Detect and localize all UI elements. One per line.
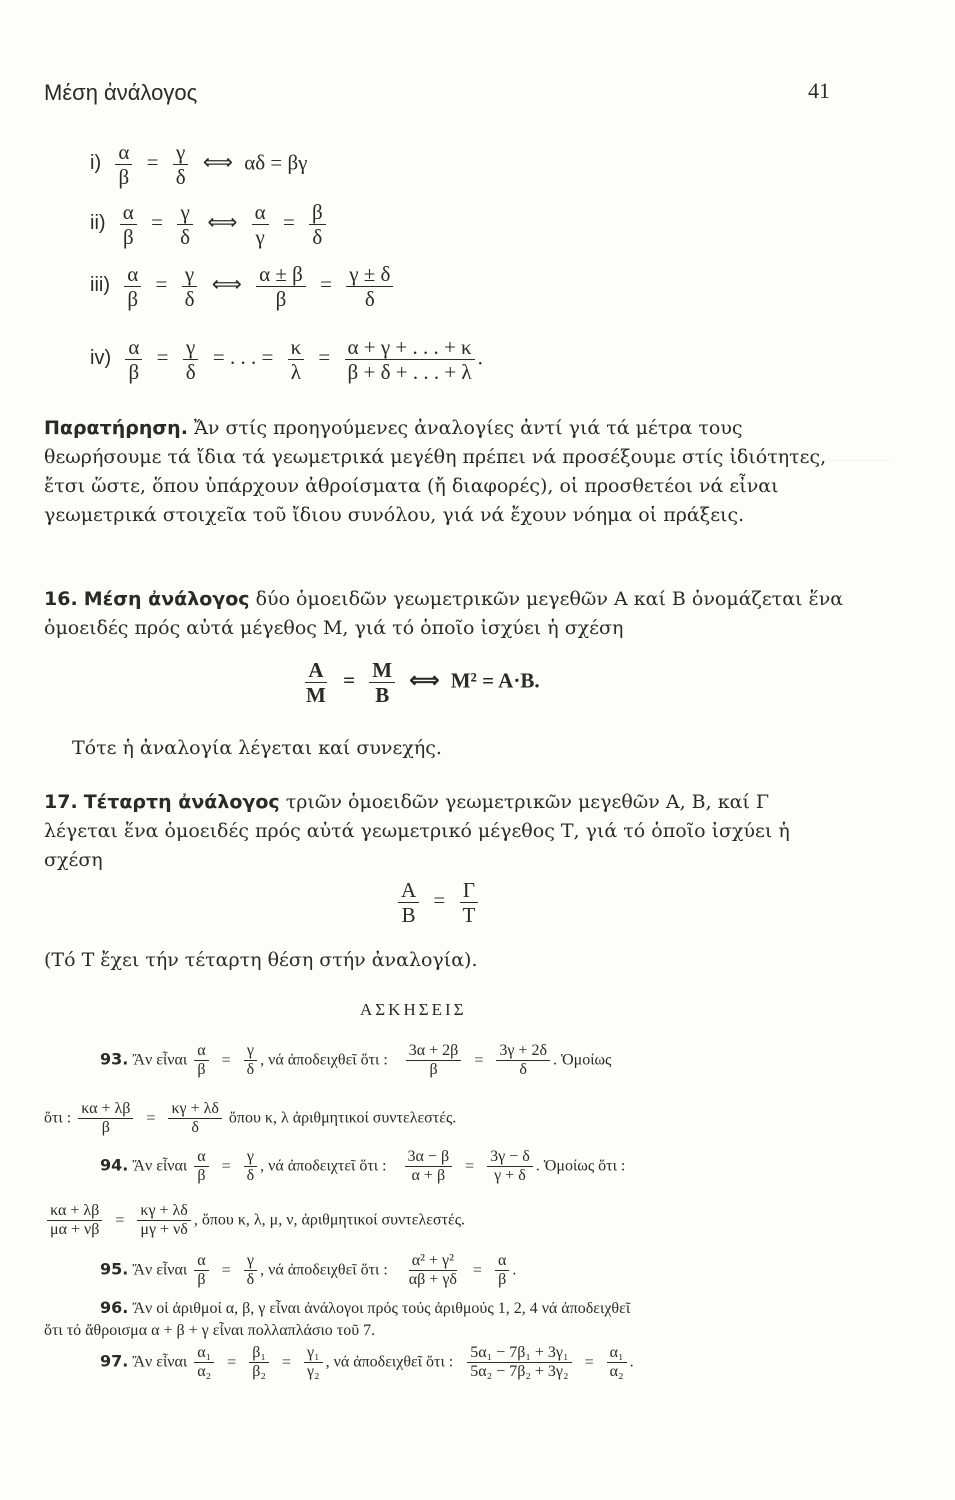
- fraction: $\frac{\alpha}{\gamma}$: [252, 200, 269, 249]
- page-number: 41: [808, 78, 830, 103]
- fraction: $\frac{A}{B}$: [398, 878, 419, 927]
- iff-arrow: ⟺: [207, 210, 238, 235]
- exercise-96: 96. Ἄν οἱ ἀριθμοί α, β, γ εἶναι ἀνάλογοι πρός τούς ἀριθμούς 1, 2, 4 νά ἀποδειχθεῖ: [100, 1298, 631, 1317]
- remark-title: Παρατήρηση.: [44, 417, 188, 439]
- property-i: i) $\frac{\alpha}{\beta}$ = $\frac{\gamma}{\delta}$ ⟺ αδ = βγ: [90, 140, 308, 190]
- running-header: Μέση ἀνάλογος: [44, 80, 198, 105]
- fraction: $\frac{\Gamma}{T}$: [460, 878, 479, 927]
- fraction: $\frac{M}{B}$: [369, 658, 395, 707]
- fraction: $\frac{\kappa}{\lambda}$: [288, 335, 305, 384]
- remark-text: Ἄν στίς προηγούμενες ἀναλογίες ἀντί γιά τά μέτρα τους θεωρήσουμε τά ἴδια τά γεωμετρικά μεγέθη πρέπει νά προσέξουμε στίς ἰδιότητες, ἔτσι ὥστε, ὅπου ὑπάρχουν ἀθροίσματα (ἤ διαφορές), οἱ προσθετέοι νά εἶναι γεωμετρικά στοιχεῖα τοῦ ἴδιου συνόλου, γιά νά ἔχουν νόημα οἱ πράξεις.: [44, 417, 827, 526]
- section-16-formula: $\frac{A}{M}$ = $\frac{M}{B}$ ⟺ M² = A·B.: [300, 658, 540, 707]
- fraction: $\frac{\gamma}{\delta}$: [182, 262, 198, 311]
- fraction: $\frac{\beta}{\delta}$: [309, 200, 326, 249]
- property-ii: ii) $\frac{\alpha}{\beta}$ = $\frac{\gamma}{\delta}$ ⟺ $\frac{\alpha}{\gamma}$ = $\frac{\beta}{\delta}$: [90, 200, 329, 249]
- fraction: $\frac{A}{M}$: [306, 658, 326, 708]
- fraction: $\frac{\gamma}{\delta}$: [183, 335, 199, 384]
- fraction: $\frac{\alpha}{\beta}$: [125, 335, 142, 384]
- exercise-93-line2: ὅτι : $\frac{\kappa\alpha + \lambda\beta}{\beta}$ = $\frac{\kappa\gamma + \lambda\delta}{\delta}$ ὅπου κ, λ ἀριθμητικοί συντελεστές.: [44, 1100, 457, 1137]
- section-17: 17. Τέταρτη ἀνάλογος τριῶν ὁμοειδῶν γεωμετρικῶν μεγεθῶν Α, Β, καί Γ λέγεται ἕνα ὁμοειδές πρός αὐτά γεωμετρικό μέγεθος Τ, γιά τό ὁποῖο ἰσχύει ἡ σχέση: [44, 791, 790, 871]
- fraction: $\frac{\gamma \pm \delta}{\delta}$: [346, 262, 393, 311]
- exercise-95: 95. Ἄν εἶναι $\frac{\alpha}{\beta}$ = $\frac{\gamma}{\delta}$ , νά ἀποδειχθεῖ ὅτι : $\frac{\text{α² + γ²}}{\alpha\beta + \gamma\delta}$ = $\frac{\alpha}{\beta}$ .: [100, 1252, 517, 1289]
- exercise-96-line2: ὅτι τό ἄθροισμα α + β + γ εἶναι πολλαπλάσιο τοῦ 7.: [44, 1322, 376, 1339]
- exercise-94: 94. Ἄν εἶναι $\frac{\alpha}{\beta}$ = $\frac{\gamma}{\delta}$ , νά ἀποδειχτεῖ ὅτι : $\frac{3\alpha - \beta}{\alpha + \beta}$ = $\frac{3\gamma - \delta}{\gamma + \delta}$ . Ὁμοίως ὅτι :: [100, 1148, 626, 1185]
- iff-arrow: ⟺: [409, 668, 440, 693]
- section-16: 16. Μέση ἀνάλογος δύο ὁμοειδῶν γεωμετρικῶν μεγεθῶν Α καί Β ὀνομάζεται ἕνα ὁμοειδές πρός αὐτά μέγεθος Μ, γιά τό ὁποῖο ἰσχύει ἡ σχέση: [44, 588, 844, 639]
- fraction: $\frac{\alpha}{\beta}$: [115, 140, 132, 189]
- term-fourth-proportional: Τέταρτη ἀνάλογος: [83, 791, 280, 813]
- iff-arrow: ⟺: [211, 272, 242, 297]
- fraction: $\frac{\gamma}{\delta}$: [177, 200, 193, 249]
- property-iv: iv) $\frac{\alpha}{\beta}$ = $\frac{\gamma}{\delta}$ = . . . = $\frac{\kappa}{\lambda}$ = $\frac{\alpha + \gamma + . . . + \kappa}{\beta + \delta + . . . + \lambda}$ .: [90, 335, 483, 385]
- exercise-97: 97. Ἄν εἶναι $\frac{\text{α₁}}{\text{α₂}}$ = $\frac{\text{β₁}}{\text{β₂}}$ = $\frac{\text{γ₁}}{\text{γ₂}}$ , νά ἀποδειχθεῖ ὅτι : $\frac{\text{5α₁ − 7β₁ + 3γ₁}}{\text{5α₂ − 7β₂ + 3γ₂}}$ = $\frac{\text{α₁}}{\text{α₂}}$ .: [100, 1344, 634, 1381]
- property-iii: iii) $\frac{\alpha}{\beta}$ = $\frac{\gamma}{\delta}$ ⟺ $\frac{\alpha \pm \beta}{\beta}$ = $\frac{\gamma \pm \delta}{\delta}$: [90, 262, 396, 311]
- remark-paragraph: [44, 414, 844, 530]
- fraction: $\frac{\alpha}{\beta}$: [124, 262, 141, 311]
- section-17-formula: $\frac{A}{B}$ = $\frac{\Gamma}{T}$: [395, 878, 481, 927]
- fraction: $\frac{\alpha \pm \beta}{\beta}$: [256, 262, 306, 311]
- term-mean-proportional: Μέση ἀνάλογος: [83, 588, 250, 610]
- exercise-93: 93. Ἄν εἶναι $\frac{\alpha}{\beta}$ = $\frac{\gamma}{\delta}$ , νά ἀποδειχθεῖ ὅτι : $\frac{3\alpha + 2\beta}{\beta}$ = $\frac{3\gamma + 2\delta}{\delta}$ . Ὁμοίως: [100, 1042, 612, 1079]
- iff-arrow: ⟺: [202, 150, 233, 175]
- section-17-after: (Τό Τ ἔχει τήν τέταρτη θέση στήν ἀναλογία).: [44, 949, 478, 971]
- fraction: $\frac{\gamma}{\delta}$: [173, 140, 189, 189]
- section-16-after: Τότε ἡ ἀναλογία λέγεται καί συνεχής.: [72, 737, 442, 759]
- exercises-heading: ΑΣΚΗΣΕΙΣ: [360, 1000, 467, 1019]
- fraction: $\frac{\alpha}{\beta}$: [120, 200, 137, 249]
- fraction: $\frac{\alpha + \gamma + . . . + \kappa}{\beta + \delta + . . . + \lambda}$: [345, 335, 475, 384]
- exercise-94-line2: $\frac{\kappa\alpha + \lambda\beta}{\mu\alpha + \nu\beta}$ = $\frac{\kappa\gamma + \lambda\delta}{\mu\gamma + \nu\delta}$ , ὅπου κ, λ, μ, ν, ἀριθμητικοί συντελεστές.: [44, 1202, 465, 1240]
